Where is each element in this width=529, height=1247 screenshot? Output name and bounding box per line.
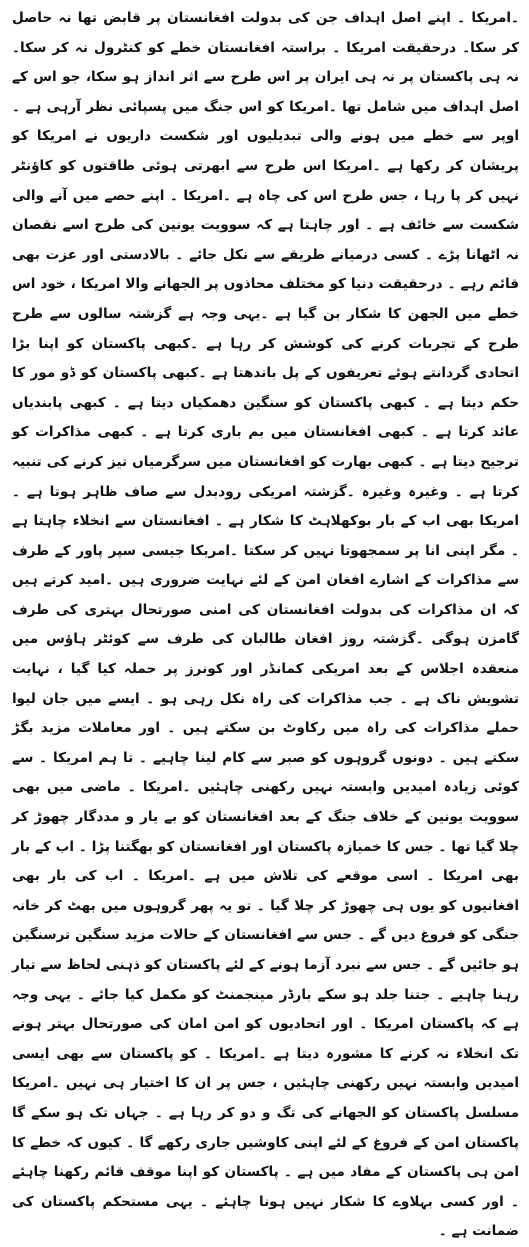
article-body: ۔امریکا ۔ اپنے اصل اہداف جن کی بدولت افغانستان پر قابض تھا نہ حاصل کر سکا۔ درحقیقت امریکا ۔ براستہ افغانستان خطے کو کنٹرول نہ کر سکا۔ نہ ہی پاکستان پر نہ ہی ایران پر اس طرح سے اثر انداز ہو سکا، جو اس کے اصل اہداف میں شامل تھا ۔امریکا کو اس جنگ میں پسپائی نظر آرہی ہے ۔ اوپر سے خطے میں ہونے والی تبدیلیوں اور شکست داریوں نے امریکا کو پریشان کر رکھا ہے ۔امریکا اس طرح سے ابھرتی ہوئی طاقتوں کو کاؤنٹر نہیں کر پا رہا ، جس طرح اس کی چاہ ہے ۔امریکا ۔ اپنے حصے میں آنے والی شکست سے خائف ہے ۔ اور چاہتا ہے کہ سوویت یونین کی طرح اسے نقصان نہ اٹھانا پڑے ۔ کسی درمیانے طریقے سے نکل جائے ۔ بالادستی اور عزت بھی قائم رہے ۔ درحقیقت دنیا کو مختلف محاذوں پر الجھانے والا امریکا ، خود اس خطے میں الجھن کا شکار بن گیا ہے ۔یہی وجہ ہے گزشتہ سالوں سے طرح طرح کے تجربات کرنے کی کوشش کر رہا ہے ۔کبھی پاکستان کو اپنا بڑا اتحادی گردانتے ہوئے تعریفوں کے پل باندھتا ہے ۔کبھی پاکستان کو ڈو مور کا حکم دیتا ہے ۔ کبھی پاکستان کو سنگین دھمکیاں دیتا ہے ۔ کبھی پابندیاں عائد کرتا ہے ۔ کبھی افغانستان میں بم باری کرتا ہے ۔ کبھی مذاکرات کو ترجیح دیتا ہے ۔ کبھی بھارت کو افغانستان میں سرگرمیاں تیز کرنے کی تنبیہ کرتا ہے ۔ وغیرہ وغیرہ ۔گزشتہ امریکی رودبدل سے صاف ظاہر ہوتا ہے ۔امریکا بھی اب کے بار بوکھلاہٹ کا شکار ہے ۔ افغانستان سے انخلاء چاہتا ہے ۔ مگر اپنی انا پر سمجھوتا نہیں کر سکتا ۔امریکا جیسی سپر پاور کے طرف سے مذاکرات کے اشارے افغان امن کے لئے نہایت ضروری ہیں ۔امید کرتے ہیں کہ ان مذاکرات کی بدولت افغانستان کی امنی صورتحال بہتری کی طرف گامزن ہوگی ۔گزشتہ روز افغان طالبان کی طرف سے کوئٹر ہاؤس میں منعقدہ اجلاس کے بعد امریکی کمانڈر اور کونرز پر حملہ کیا گیا ، نہایت تشویش ناک ہے ۔ جب مذاکرات کی راہ نکل رہی ہو ۔ ایسے میں جان لیوا حملے مذاکرات کی راہ میں رکاوٹ بن سکتے ہیں ۔ اور معاملات مزید بگڑ سکتے ہیں ۔ دونوں گروہوں کو صبر سے کام لینا چاہیے ۔ تا ہم امریکا ۔ سے کوئی زیادہ امیدیں وابستہ نہیں رکھنی چاہئیں ۔امریکا ۔ ماضی میں بھی سوویت یونین کے خلاف جنگ کے بعد افغانستان کو بے یار و مددگار چھوڑ کر چلا گیا تھا ۔ جس کا خمیازہ پاکستان اور افغانستان کو بھگتنا پڑا ۔ اب کے بار بھی امریکا ۔ اسی موقعے کی تلاش میں ہے ۔امریکا ۔ اب کی بار بھی افغانیوں کو یوں ہی چھوڑ کر چلا گیا ۔ تو یہ پھر گروہوں میں بھٹ کر خانہ جنگی کو فروغ دیں گے ۔ جس سے افغانستان کے حالات مزید سنگین ترسنگین ہو جائیں گے ۔ جس سے نبرد آزما ہونے کے لئے پاکستان کو ذہنی لحاظ سے تیار رہنا چاہیے ۔ جتنا جلد ہو سکے بارڈر مینجمنٹ کو مکمل کیا جائے ۔ یہی وجہ ہے کہ پاکستان امریکا ۔ اور اتحادیوں کو امن امان کی صورتحال بہتر ہونے تک انخلاء نہ کرنے کا مشورہ دیتا ہے ۔امریکا ۔ کو پاکستان سے بھی ایسی امیدیں وابستہ نہیں رکھنی چاہئیں ، جس پر ان کا اختیار ہی نہیں ۔امریکا مسلسل پاکستان کو الجھانے کی تگ و دو کر رہا ہے ۔ جہاں تک ہو سکے گا پاکستان امن کے فروغ کے لئے اپنی کاوشیں جاری رکھے گا ۔ کیوں کہ خطے کا امن ہی پاکستان کے مفاد میں ہے ۔ پاکستان کو اپنا موقف قائم رکھنا چاہئے ۔ اور کسی بہلاوے کا شکار نہیں ہونا چاہئے ۔ یہی مستحکم پاکستان کی ضمانت ہے ۔	[12, 10, 519, 1240]
